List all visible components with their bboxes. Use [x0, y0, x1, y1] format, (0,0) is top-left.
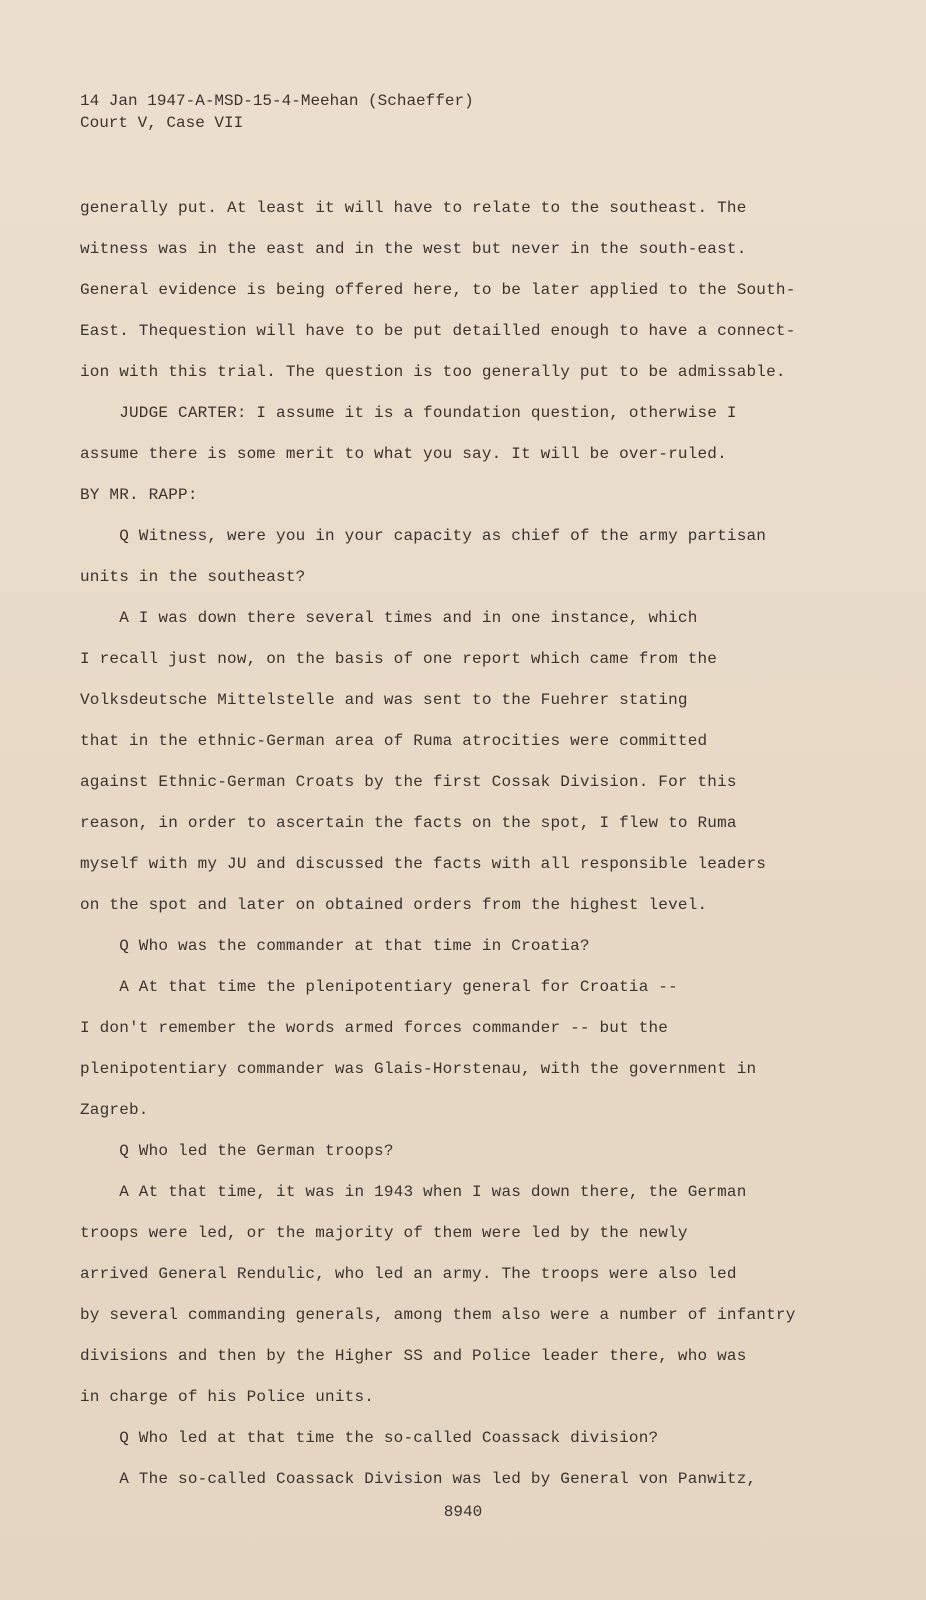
text-line: in charge of his Police units. — [80, 1388, 375, 1406]
text-line: units in the southeast? — [80, 568, 306, 586]
text-line: Q Who led the German troops? — [80, 1142, 394, 1160]
document-header — [80, 90, 474, 134]
text-line: I don't remember the words armed forces commander -- but the — [80, 1019, 669, 1037]
text-line: troops were led, or the majority of them were led by the newly — [80, 1224, 688, 1242]
text-line: Volksdeutsche Mittelstelle and was sent to the Fuehrer stating — [80, 691, 688, 709]
text-line: General evidence is being offered here, to be later applied to the South- — [80, 281, 796, 299]
text-line: myself with my JU and discussed the facts with all responsible leaders — [80, 855, 767, 873]
text-line: ion with this trial. The question is too generally put to be admissable. — [80, 363, 786, 381]
text-line: A I was down there several times and in one instance, which — [80, 609, 698, 627]
text-line: divisions and then by the Higher SS and Police leader there, who was — [80, 1347, 747, 1365]
text-line: A At that time the plenipotentiary general for Croatia -- — [80, 978, 678, 996]
text-line: JUDGE CARTER: I assume it is a foundation question, otherwise I — [80, 404, 737, 422]
text-line: by several commanding generals, among them also were a number of infantry — [80, 1306, 796, 1324]
page-number: 8940 — [443, 1503, 483, 1521]
text-line: witness was in the east and in the west but never in the south-east. — [80, 240, 747, 258]
header-court: Court V, Case VII — [80, 114, 244, 132]
text-line: that in the ethnic-German area of Ruma atrocities were committed — [80, 732, 708, 750]
text-line: Zagreb. — [80, 1101, 149, 1119]
header-reference: 14 Jan 1947-A-MSD-15-4-Meehan (Schaeffer) — [80, 92, 474, 110]
text-line: Q Witness, were you in your capacity as chief of the army partisan — [80, 527, 767, 545]
text-line: against Ethnic-German Croats by the first Cossak Division. For this — [80, 773, 737, 791]
text-line: Q Who led at that time the so-called Coassack division? — [80, 1429, 659, 1447]
text-line: Q Who was the commander at that time in Croatia? — [80, 937, 590, 955]
text-line: A At that time, it was in 1943 when I was down there, the German — [80, 1183, 747, 1201]
text-line: on the spot and later on obtained orders from the highest level. — [80, 896, 708, 914]
text-line: plenipotentiary commander was Glais-Horstenau, with the government in — [80, 1060, 757, 1078]
text-line: assume there is some merit to what you say. It will be over-ruled. — [80, 445, 727, 463]
text-line: generally put. At least it will have to relate to the southeast. The — [80, 199, 747, 217]
text-line: East. Thequestion will have to be put detailled enough to have a connect- — [80, 322, 796, 340]
text-line: A The so-called Coassack Division was led by General von Panwitz, — [80, 1470, 757, 1488]
transcript-body — [80, 188, 850, 1500]
text-line: reason, in order to ascertain the facts on the spot, I flew to Ruma — [80, 814, 737, 832]
text-line: arrived General Rendulic, who led an army. The troops were also led — [80, 1265, 737, 1283]
text-line: I recall just now, on the basis of one report which came from the — [80, 650, 718, 668]
text-line: BY MR. RAPP: — [80, 486, 198, 504]
